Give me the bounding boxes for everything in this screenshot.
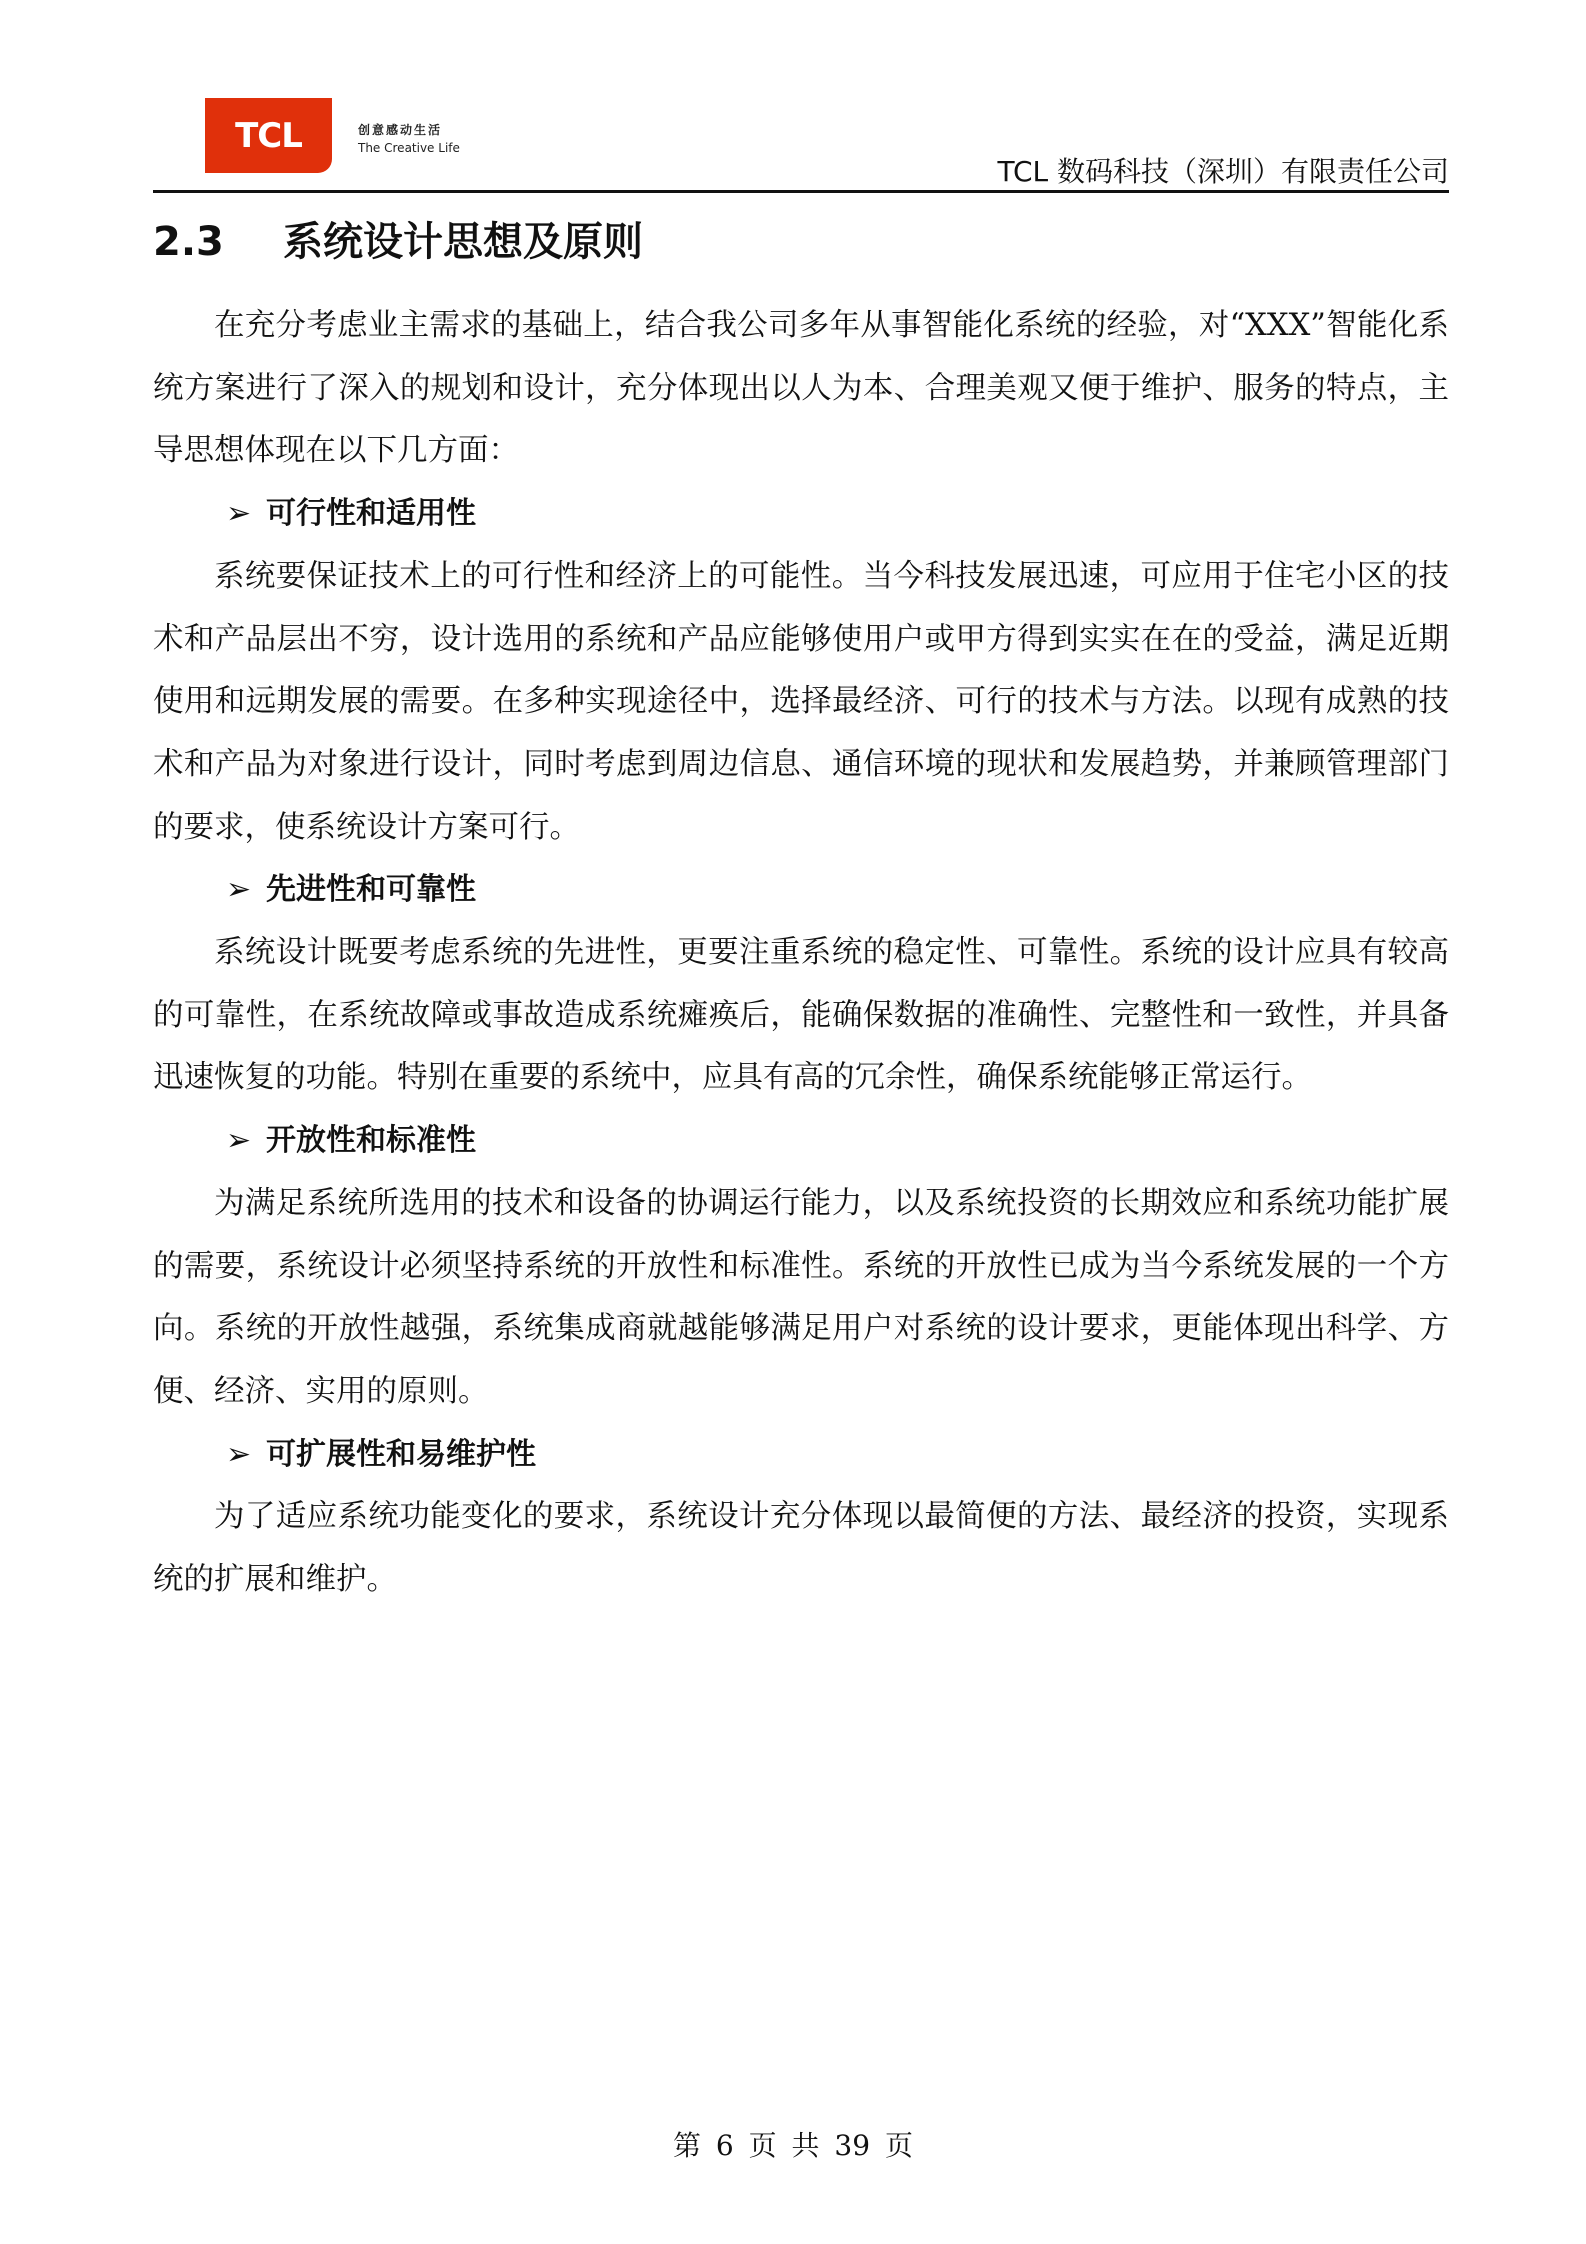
document-body	[153, 295, 1449, 1612]
header-divider	[153, 190, 1449, 193]
tagline-cn: 创意感动生活	[358, 123, 443, 137]
paragraph: 系统设计既要考虑系统的先进性，更要注重系统的稳定性、可靠性。系统的设计应具有较高的可靠性，在系统故障或事故造成系统瘫痪后，能确保数据的准确性、完整性和一致性，并具备迅速恢复的功能。特别在重要的系统中，应具有高的冗余性，确保系统能够正常运行。	[153, 935, 1449, 1096]
tagline	[358, 121, 460, 155]
intro-paragraph: 在充分考虑业主需求的基础上，结合我公司多年从事智能化系统的经验，对“XXX”智能化系统方案进行了深入的规划和设计，充分体现出以人为本、合理美观又便于维护、服务的特点，主导思想体现在以下几方面：	[153, 308, 1449, 469]
arrow-bullet-icon: ➢	[226, 872, 252, 908]
section-number: 2.3	[153, 219, 224, 265]
section-title: 系统设计思想及原则	[283, 219, 643, 265]
arrow-bullet-icon: ➢	[226, 1123, 252, 1159]
section-heading	[153, 210, 643, 267]
bullet-heading	[153, 859, 1449, 922]
bullet-title: 可行性和适用性	[266, 496, 476, 532]
arrow-bullet-icon: ➢	[226, 1436, 252, 1472]
bullet-heading	[153, 1424, 1449, 1487]
tcl-logo	[205, 98, 332, 173]
bullet-title: 开放性和标准性	[266, 1123, 476, 1159]
page-footer: 第 6 页 共 39 页	[673, 2129, 913, 2162]
company-name: TCL 数码科技（深圳）有限责任公司	[997, 155, 1449, 188]
bullet-title: 可扩展性和易维护性	[266, 1436, 536, 1472]
bullet-title: 先进性和可靠性	[266, 872, 476, 908]
arrow-bullet-icon: ➢	[226, 496, 252, 532]
tagline-en: The Creative Life	[358, 141, 460, 155]
bullet-heading	[153, 1110, 1449, 1173]
bullet-heading	[153, 483, 1449, 546]
paragraph: 为了适应系统功能变化的要求，系统设计充分体现以最简便的方法、最经济的投资，实现系统的扩展和维护。	[153, 1499, 1449, 1598]
logo-text: TCL	[235, 115, 302, 156]
paragraph: 系统要保证技术上的可行性和经济上的可能性。当今科技发展迅速，可应用于住宅小区的技术和产品层出不穷，设计选用的系统和产品应能够使用户或甲方得到实实在在的受益，满足近期使用和远期发展的需要。在多种实现途径中，选择最经济、可行的技术与方法。以现有成熟的技术和产品为对象进行设计，同时考虑到周边信息、通信环境的现状和发展趋势，并兼顾管理部门的要求，使系统设计方案可行。	[153, 558, 1449, 845]
paragraph: 为满足系统所选用的技术和设备的协调运行能力，以及系统投资的长期效应和系统功能扩展的需要，系统设计必须坚持系统的开放性和标准性。系统的开放性已成为当今系统发展的一个方向。系统的开放性越强，系统集成商就越能够满足用户对系统的设计要求，更能体现出科学、方便、经济、实用的原则。	[153, 1185, 1449, 1409]
